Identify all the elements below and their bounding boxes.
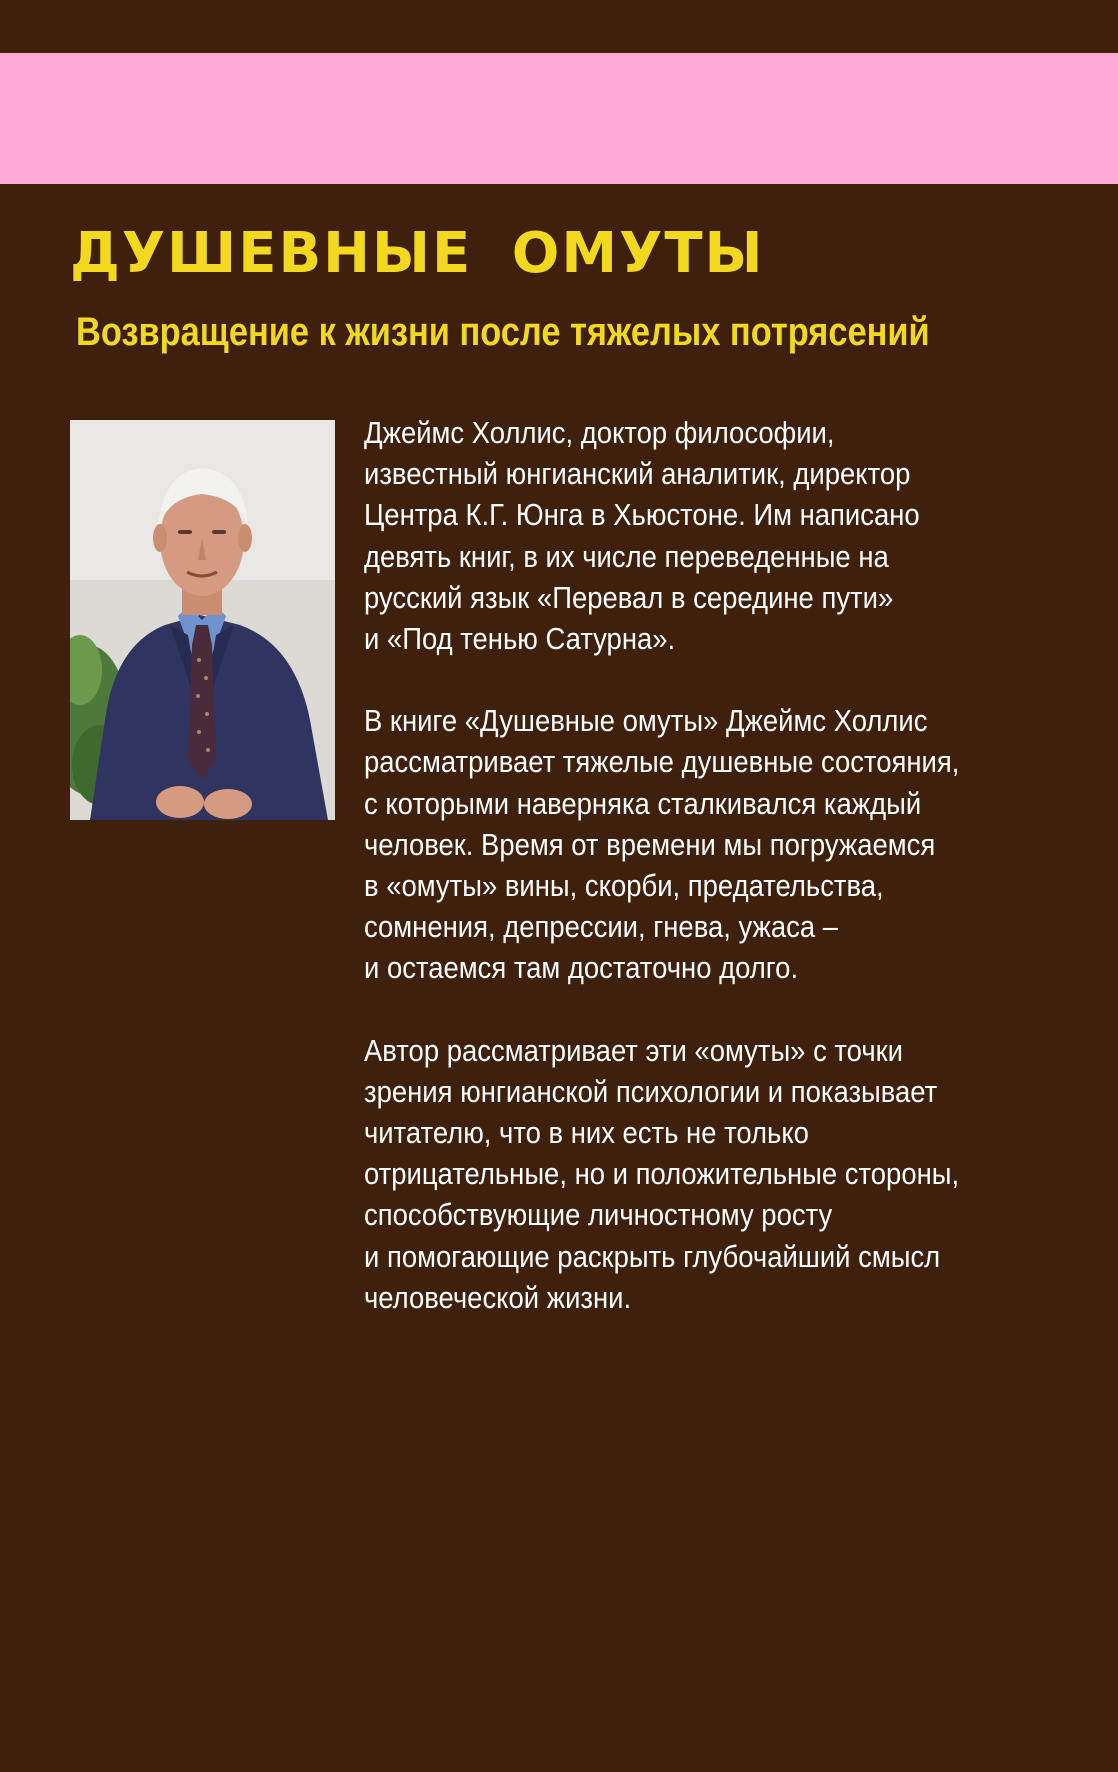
text-line: В книге «Душевные омуты» Джеймс Холлис [364,704,928,739]
text-line: зрения юнгианской психологии и показывает [364,1074,938,1109]
book-title: ДУШЕВНЫЕ ОМУТЫ [70,221,765,286]
description [364,413,994,1319]
author-bio-paragraph [364,413,994,660]
text-line: человек. Время от времени мы погружаемся [364,827,936,862]
text-line: и помогающие раскрыть глубочайший смысл [364,1239,941,1274]
text-line: Центра К.Г. Юнга в Хьюстоне. Им написано [364,498,920,533]
text-line: Автор рассматривает эти «омуты» с точки [364,1033,904,1068]
text-line: отрицательные, но и положительные стороны, [364,1157,960,1192]
text-line: девять книг, в их числе переведенные на [364,539,889,574]
book-perspective-paragraph [364,1031,994,1319]
text-line: способствующие личностному росту [364,1198,833,1233]
book-subtitle: Возвращение к жизни после тяжелых потрясений [76,310,930,354]
text-line: с которыми наверняка сталкивался каждый [364,786,922,821]
text-line: человеческой жизни. [364,1280,632,1315]
text-line: известный юнгианский аналитик, директор [364,457,911,492]
text-line: сомнения, депрессии, гнева, ужаса – [364,910,839,945]
pink-band [0,53,1118,184]
text-line: рассматривает тяжелые душевные состояния, [364,745,960,780]
text-line: и остаемся там достаточно долго. [364,951,799,986]
text-line: русский язык «Перевал в середине пути» [364,580,894,615]
text-line: и «Под тенью Сатурна». [364,622,676,657]
text-line: в «омуты» вины, скорби, предательства, [364,869,884,904]
text-line: Джеймс Холлис, доктор философии, [364,416,835,450]
text-line: читателю, что в них есть не только [364,1116,809,1151]
book-summary-paragraph [364,701,994,989]
author-photo [70,420,335,820]
